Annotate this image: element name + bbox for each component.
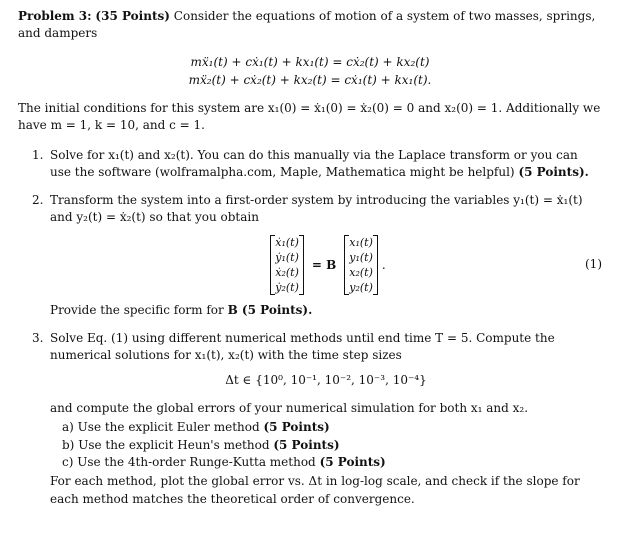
matrix-right-entry: y₂(t) [349, 281, 373, 295]
method-item [50, 454, 602, 471]
initial-conditions: The initial conditions for this system are x₁(0) = ẋ₁(0) = ẋ₂(0) = 0 and x₂(0) = 1. Additionally we have m = 1, k = 10, and c = 1. [18, 100, 601, 133]
task-closing: For each method, plot the global error vs. Δt in log-log scale, and check if the slope for each method matches the theoretical order of convergence. [50, 474, 580, 506]
matrix-operator: = B [311, 257, 337, 272]
task-text: Transform the system into a first-order system by introducing the variables y₁(t) = ẋ₁(t) and y₂(t) = ẋ₂(t) so that you obtain [50, 192, 583, 224]
followup-points: B (5 Points). [227, 303, 313, 318]
matrix-right-entry: x₂(t) [349, 266, 373, 280]
task-item-1 [18, 147, 602, 182]
problem-intro: Consider the equations of motion of a system of two masses, springs, and dampers [18, 9, 596, 41]
task-item-3 [18, 330, 602, 509]
problem-points: (35 Points) [95, 9, 170, 23]
task-text: Solve for x₁(t) and x₂(t). You can do this manually via the Laplace transform or you can use the software (wolframalpha.com, Maple, Mathematica might be helpful) [50, 147, 578, 180]
matrix-equation [50, 232, 602, 298]
method-label: b) [62, 437, 75, 452]
matrix-right-entry: y₁(t) [349, 251, 373, 265]
method-item [50, 419, 602, 436]
method-label: c) [62, 455, 74, 470]
matrix-left-entry: ẏ₂(t) [275, 281, 299, 295]
followup-text: Provide the specific form for [50, 303, 224, 318]
equation-2: mẍ₂(t) + cẋ₂(t) + kx₂(t) = cẋ₁(t) + kx₁(t). [188, 73, 432, 88]
task-number: 2. [32, 192, 44, 207]
matrix-right [344, 235, 378, 295]
problem-label: Problem 3: [18, 9, 92, 23]
problem-page [18, 8, 602, 518]
task-item-2 [18, 192, 602, 320]
method-text: Use the explicit Heun's method [78, 437, 270, 452]
task-followup [50, 302, 602, 319]
task-number: 3. [32, 330, 44, 345]
matrix-period: . [381, 257, 386, 272]
method-points: (5 Points) [319, 455, 386, 470]
task-number: 1. [32, 147, 44, 162]
problem-header [18, 8, 602, 43]
equation-number: (1) [585, 257, 602, 272]
timestep-set: Δt ∈ {10⁰, 10⁻¹, 10⁻², 10⁻³, 10⁻⁴} [225, 373, 427, 388]
task-after: and compute the global errors of your numerical simulation for both x₁ and x₂. [50, 400, 529, 415]
task-text: Solve Eq. (1) using different numerical methods until end time T = 5. Compute the numerical solutions for x₁(t), x₂(t) with the time step sizes [50, 330, 555, 363]
equations-of-motion [18, 53, 602, 90]
method-text: Use the 4th-order Runge-Kutta method [77, 455, 316, 470]
method-label: a) [62, 420, 74, 435]
method-item [50, 437, 602, 454]
equation-1: mẍ₁(t) + cẋ₁(t) + kx₁(t) = cẋ₂(t) + kx₂(t) [190, 54, 430, 69]
method-text: Use the explicit Euler method [77, 420, 260, 435]
task-list [18, 147, 602, 508]
method-points: (5 Points) [263, 420, 330, 435]
task-points: (5 Points). [518, 165, 589, 180]
method-list [50, 419, 602, 471]
method-points: (5 Points) [273, 437, 340, 452]
matrix-left [270, 235, 304, 295]
matrix-left-entry: ẋ₂(t) [275, 266, 299, 280]
matrix-right-entry: x₁(t) [349, 236, 373, 250]
matrix-left-entry: ẋ₁(t) [275, 236, 299, 250]
matrix-left-entry: ẏ₁(t) [275, 251, 299, 265]
